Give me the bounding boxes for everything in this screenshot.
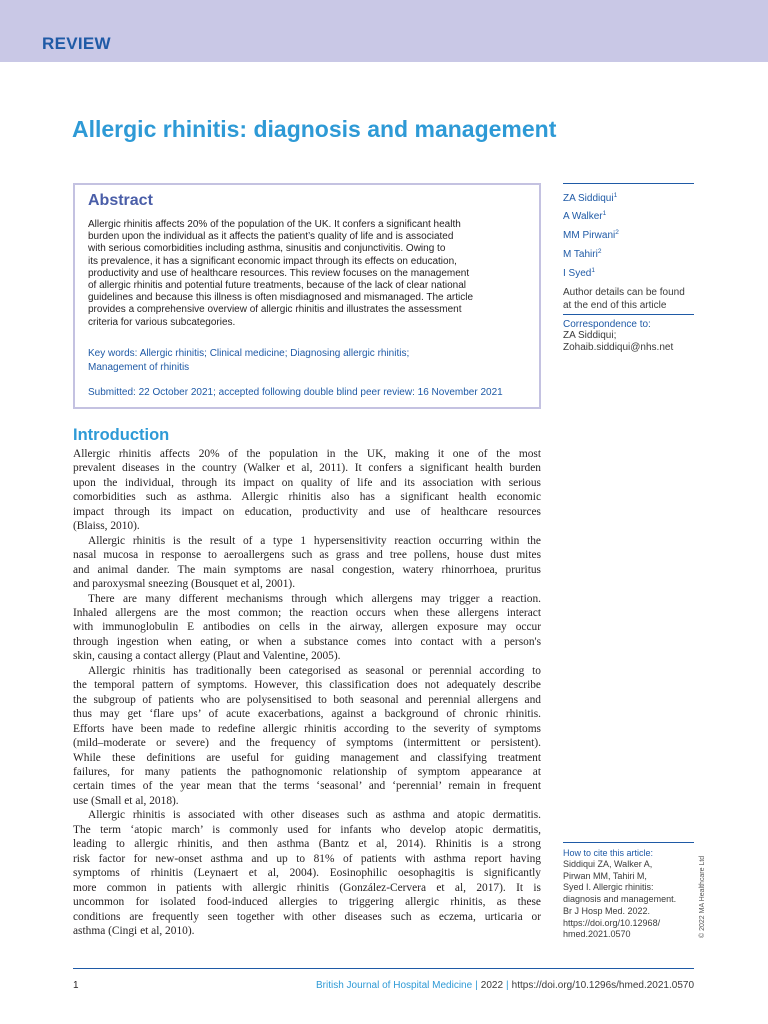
body-line: failures, for many patients the pathognomonic relationship of symptom appearance at [73, 765, 541, 778]
body-line: asthma (Cingi et al, 2010). [73, 924, 195, 937]
body-line: There are many different mechanisms through which allergens may trigger a reaction. [88, 592, 541, 605]
citation-doi-link[interactable]: hmed.2021.0570 [563, 929, 631, 940]
body-line: skin, causing a contact allergy (Plaut and Valentine, 2005). [73, 650, 341, 663]
author-name: A Walker$^1$ [563, 210, 607, 222]
citation-doi-link[interactable]: https://doi.org/10.12968/ [563, 917, 661, 928]
keywords-line: Management of rhinitis [88, 361, 190, 373]
footer-citation [316, 980, 694, 991]
body-line: the temporal pattern of symptoms. However, this classification does not adequately describe [73, 679, 541, 692]
keywords-line: Key words: Allergic rhinitis; Clinical medicine; Diagnosing allergic rhinitis; [88, 348, 410, 359]
abstract-box [73, 183, 541, 409]
body-line: thus may get ‘flare ups’ of acute exacerbations, against a background of chronic rhinitis. [73, 708, 541, 721]
body-line: impact through its impact on education, productivity and use of healthcare resources [73, 505, 541, 518]
introduction-body [73, 447, 541, 938]
author-name: I Syed$^1$ [563, 267, 595, 279]
body-line: conditions are frequently seen together with other diseases such as eczema, urticaria or [73, 910, 541, 923]
sidebar-divider [563, 314, 694, 315]
body-line: (Blaiss, 2010). [73, 520, 140, 533]
keywords [88, 347, 528, 374]
citation-rule [563, 842, 694, 843]
citation-heading: How to cite this article: [563, 848, 654, 858]
correspondence-email[interactable]: Zohaib.siddiqui@nhs.net [563, 341, 674, 353]
abstract-heading: Abstract [88, 192, 153, 209]
abstract-line: with serious comorbidities including asthma, sinusitis and conjunctivitis. Owing to [88, 243, 446, 255]
author-name: ZA Siddiqui$^1$ [563, 192, 618, 204]
author-details-note: Author details can be found at the end of this article [563, 287, 685, 311]
body-line: through ingestion when eating, or when a substance comes into contact with a person's [73, 635, 541, 648]
submission-dates: Submitted: 22 October 2021; accepted following double blind peer review: 16 November 2021 [88, 387, 503, 398]
introduction-heading: Introduction [73, 426, 170, 444]
page-number: 1 [73, 980, 79, 991]
body-line: with immunoglobulin E antibodies on cells in the airway, allergen exposure may occur [73, 621, 541, 634]
body-line: uncommon for isolated food-induced allergies to triggering allergic rhinitis, as these [73, 896, 541, 909]
abstract-line: provides a comprehensive overview of allergic rhinitis and illustrates the assessment [88, 304, 462, 316]
abstract-line: burden upon the individual as it affects the patient’s quality of life and is associated [88, 231, 454, 243]
abstract-line: its prevalence, it has a significant economic impact through its effects on education, [88, 255, 457, 267]
body-line: The term ‘atopic march’ is commonly used for infants who develop atopic dermatitis, [73, 823, 541, 836]
section-label: REVIEW [42, 34, 111, 53]
footer-separator: | [475, 980, 478, 991]
correspondence-heading: Correspondence to: [563, 319, 651, 330]
author-name: MM Pirwani$^2$ [563, 229, 619, 241]
abstract-line: productivity and use of healthcare resources. This review focuses on the management [88, 267, 470, 279]
article-title: Allergic rhinitis: diagnosis and management [72, 116, 557, 142]
footer-rule [73, 968, 694, 969]
copyright-notice: © 2022 MA Healthcare Ltd [699, 855, 706, 938]
body-line: the subgroup of patients who are polysensitised to both seasonal and perennial allergens and [73, 693, 541, 706]
body-line: Inhaled allergens are the most common; the reaction occurs when these allergens interact [73, 606, 541, 619]
correspondence-details [563, 330, 673, 353]
sidebar-top-rule [563, 183, 694, 184]
body-line: While these definitions are useful for guiding management and classifying treatment [73, 751, 541, 764]
body-line: and animal dander. The main symptoms are nasal congestion, watery rhinorrhoea, pruritus [73, 563, 541, 576]
citation-text: Siddiqui ZA, Walker A, Pirwan MM, Tahiri M, Syed I. Allergic rhinitis: diagnosis and management. Br J Hosp Med. 2022. https://doi.org/10.12968/ hmed.2021.0570 [563, 859, 677, 940]
body-line: prevalent diseases in the country (Walker et al, 2011). It confers a significant health burden [73, 462, 541, 475]
correspondence-name: ZA Siddiqui; [563, 330, 617, 341]
abstract-line: guidelines and because this illness is often misdiagnosed and mismanaged. The article [88, 292, 474, 304]
footer-journal-name: British Journal of Hospital Medicine [315, 980, 473, 991]
body-line: symptoms of rhinitis (Leynaert et al, 2004). Eosinophilic oesophagitis is significantly [73, 867, 541, 880]
body-line: upon the individual, through its impact on quality of life and its association with serious [73, 476, 541, 489]
body-line: use (Small et al, 2018). [73, 794, 179, 807]
body-line: leading to allergic rhinitis, and then asthma (Bantz et al, 2014). Rhinitis is a strong [73, 838, 541, 851]
abstract-line: Allergic rhinitis affects 20% of the population of the UK. It confers a significant health [88, 219, 461, 230]
header-band [0, 0, 768, 62]
footer-doi-link[interactable]: https://doi.org/10.1296s/hmed.2021.0570 [511, 980, 694, 991]
body-line: Allergic rhinitis affects 20% of the population in the UK, making it one of the most [73, 448, 541, 460]
abstract-line: criteria for various subcategories. [88, 316, 236, 328]
body-line: (mild–moderate or severe) and the frequency of symptoms (intermittent or persistent). [73, 737, 541, 750]
body-line: risk factor for new-onset asthma and up to 81% of patients with asthma report having [73, 852, 541, 865]
author-name: M Tahiri$^2$ [563, 248, 602, 260]
body-line: nasal mucosa in response to aeroallergens such as grass and tree pollens, house dust mites [73, 549, 541, 562]
footer-separator: | [506, 980, 509, 991]
body-line: Efforts have been made to redefine allergic rhinitis according to the severity of symptoms [73, 722, 541, 735]
body-line: certain times of the year mean that the terms ‘seasonal’ and ‘perennial’ remain in frequent [73, 780, 541, 793]
body-line: Allergic rhinitis is the result of a type 1 hypersensitivity reaction occurring within the [88, 534, 541, 547]
body-line: Allergic rhinitis is associated with other diseases such as asthma and atopic dermatitis. [88, 809, 541, 822]
abstract-text [88, 219, 528, 329]
footer-year: 2022 [480, 980, 504, 991]
body-line: comorbidities such as asthma. Allergic rhinitis also has a significant health economic [73, 491, 541, 504]
abstract-line: of allergic rhinitis and potential future treatments, because of the lack of clear national [88, 280, 466, 292]
body-line: Allergic rhinitis has traditionally been categorised as seasonal or perennial according to [88, 664, 541, 677]
body-line: and paroxysmal sneezing (Bousquet et al, 2001). [73, 578, 296, 591]
body-line: more common in patients with allergic rhinitis (González-Cervera et al, 2017). It is [73, 881, 541, 894]
